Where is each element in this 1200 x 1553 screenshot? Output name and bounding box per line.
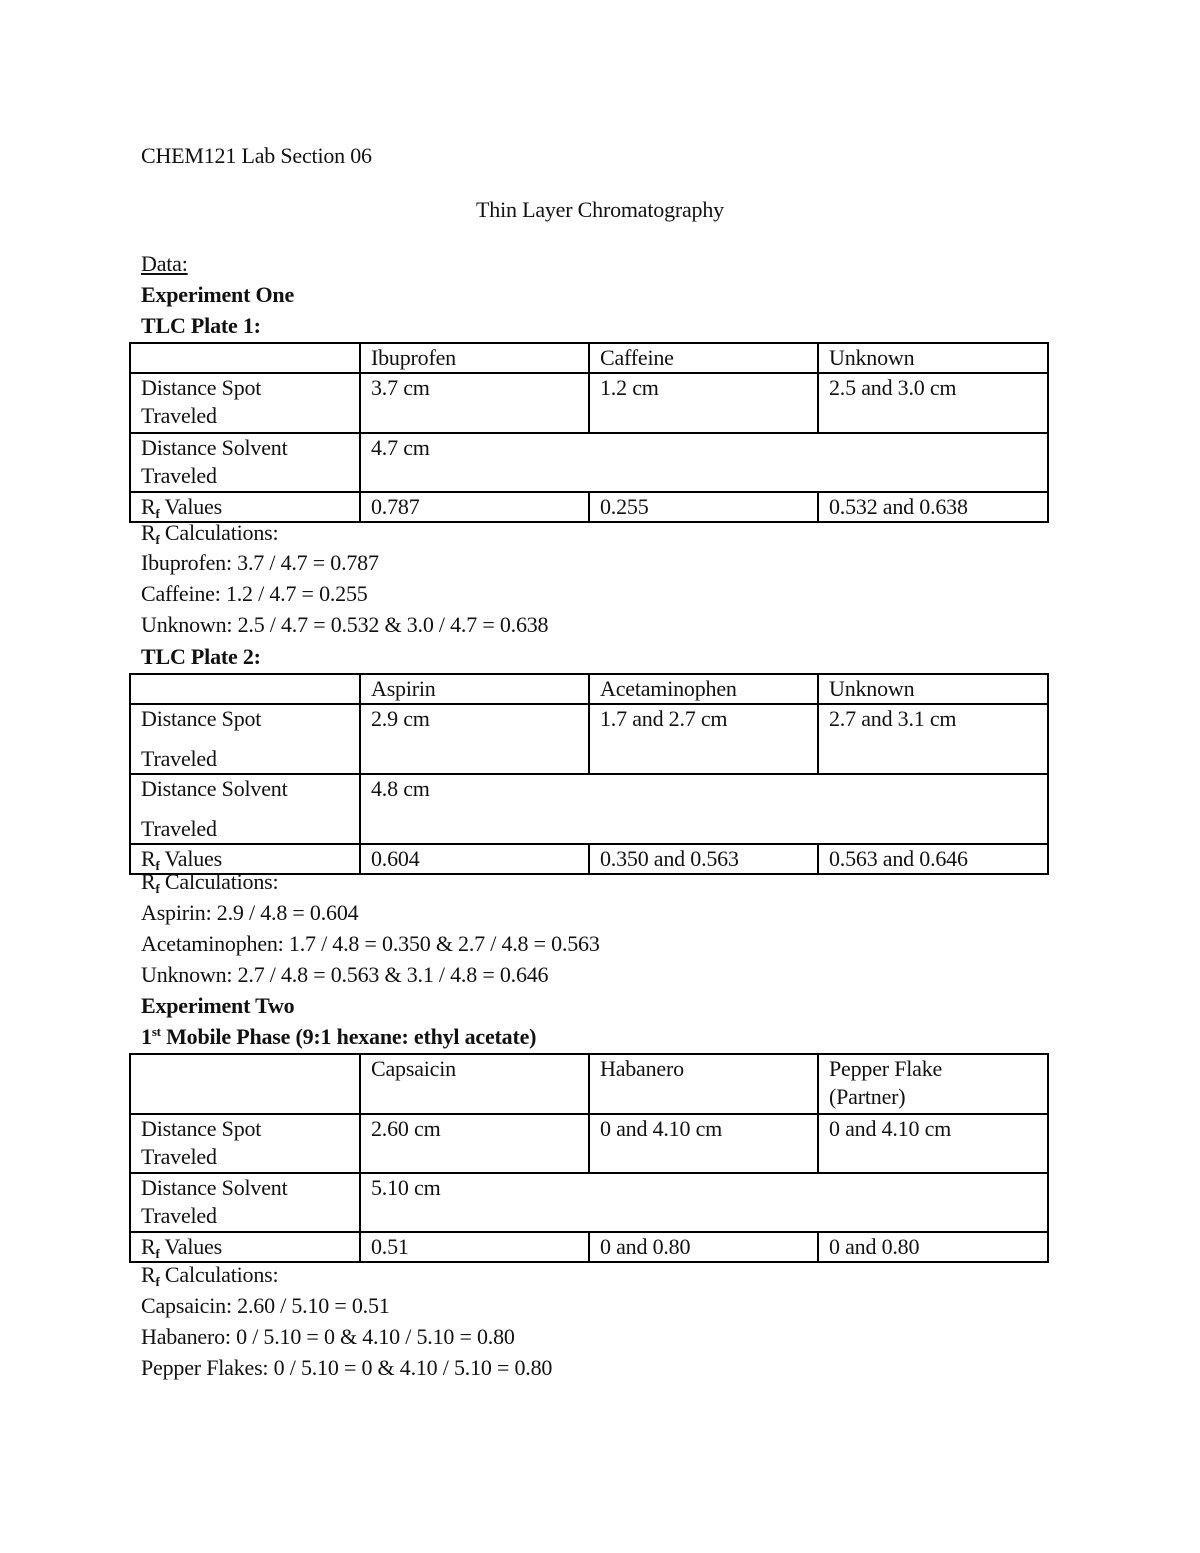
course-header: CHEM121 Lab Section 06 — [141, 143, 372, 168]
column-header — [818, 1054, 1048, 1114]
calculation-line: Aspirin: 2.9 / 4.8 = 0.604 — [141, 900, 359, 925]
table-cell: 0 and 4.10 cm — [589, 1114, 818, 1173]
calc-label-rest: Calculations: — [159, 869, 279, 894]
table-cell: 0.255 — [589, 492, 818, 522]
table-cell: 0.350 and 0.563 — [589, 844, 818, 874]
column-header: Aspirin — [360, 674, 589, 704]
row-label-line: Traveled — [141, 746, 217, 771]
row-label — [130, 1232, 360, 1262]
mobile-phase-heading — [141, 1023, 536, 1051]
table-row — [130, 492, 1048, 522]
document-title: Thin Layer Chromatography — [476, 197, 724, 222]
table-cell: 2.9 cm — [360, 704, 589, 774]
row-label — [130, 704, 360, 774]
calculation-line: Unknown: 2.5 / 4.7 = 0.532 & 3.0 / 4.7 = 0.638 — [141, 612, 549, 637]
table-row — [130, 373, 1048, 433]
tlc-plate-2-table — [129, 673, 1049, 875]
calculation-line: Habanero: 0 / 5.10 = 0 & 4.10 / 5.10 = 0.80 — [141, 1324, 515, 1349]
row-label-line: Traveled — [141, 1144, 217, 1169]
table-cell: 0 and 0.80 — [589, 1232, 818, 1262]
rf-label-rest: Values — [159, 494, 222, 519]
column-header: Acetaminophen — [589, 674, 818, 704]
rf-subscript: f — [155, 1274, 160, 1289]
row-label — [130, 1114, 360, 1173]
heading-number: 1 — [141, 1024, 152, 1049]
rf-r: R — [141, 1262, 156, 1287]
calc-label-rest: Calculations: — [159, 520, 279, 545]
tlc-plate-1-table — [129, 342, 1049, 523]
row-label-line: Traveled — [141, 463, 217, 488]
table-cell: 5.10 cm — [360, 1173, 1048, 1232]
experiment-one-heading: Experiment One — [141, 282, 295, 307]
row-label — [130, 774, 360, 844]
tlc-plate-1-heading: TLC Plate 1: — [141, 313, 261, 338]
calculation-line: Acetaminophen: 1.7 / 4.8 = 0.350 & 2.7 / 4.8 = 0.563 — [141, 931, 600, 956]
column-header: Caffeine — [589, 343, 818, 373]
table-cell: 0.51 — [360, 1232, 589, 1262]
table-row — [130, 1232, 1048, 1262]
mobile-phase-1-table — [129, 1053, 1049, 1263]
rf-calculations-label — [141, 519, 278, 547]
table-cell: 0 and 4.10 cm — [818, 1114, 1048, 1173]
column-header-line: Pepper Flake — [829, 1056, 943, 1081]
column-header-line: (Partner) — [829, 1084, 906, 1109]
rf-subscript: f — [155, 532, 160, 547]
column-header: Unknown — [818, 343, 1048, 373]
row-label — [130, 433, 360, 492]
table-row — [130, 704, 1048, 774]
column-header: Habanero — [589, 1054, 818, 1114]
rf-subscript: f — [155, 881, 160, 896]
heading-text: Mobile Phase (9:1 hexane: ethyl acetate) — [160, 1024, 537, 1049]
table-cell: 0 and 0.80 — [818, 1232, 1048, 1262]
table-cell: 1.7 and 2.7 cm — [589, 704, 818, 774]
row-label-line: Distance Solvent — [141, 776, 288, 801]
table-cell: 1.2 cm — [589, 373, 818, 433]
table-corner-cell — [130, 343, 360, 373]
table-row — [130, 1173, 1048, 1232]
table-cell: 2.7 and 3.1 cm — [818, 704, 1048, 774]
table-cell: 0.787 — [360, 492, 589, 522]
table-row — [130, 1114, 1048, 1173]
rf-r: R — [141, 869, 156, 894]
calculation-line: Unknown: 2.7 / 4.8 = 0.563 & 3.1 / 4.8 = 0.646 — [141, 962, 549, 987]
table-cell: 3.7 cm — [360, 373, 589, 433]
rf-subscript: f — [155, 858, 160, 873]
table-header-row — [130, 1054, 1048, 1114]
rf-r: R — [141, 520, 156, 545]
table-cell: 0.563 and 0.646 — [818, 844, 1048, 874]
calculation-line: Caffeine: 1.2 / 4.7 = 0.255 — [141, 581, 368, 606]
rf-subscript: f — [155, 1246, 160, 1261]
table-cell: 0.604 — [360, 844, 589, 874]
row-label-line: Distance Spot — [141, 1116, 262, 1141]
rf-label-rest: Values — [159, 1234, 222, 1259]
calculation-line: Capsaicin: 2.60 / 5.10 = 0.51 — [141, 1293, 390, 1318]
row-label-line: Distance Solvent — [141, 435, 288, 460]
table-row — [130, 774, 1048, 844]
rf-calculations-label — [141, 868, 278, 896]
row-label-line: Distance Spot — [141, 375, 262, 400]
column-header: Unknown — [818, 674, 1048, 704]
table-corner-cell — [130, 1054, 360, 1114]
calculation-line: Ibuprofen: 3.7 / 4.7 = 0.787 — [141, 550, 379, 575]
table-header-row — [130, 674, 1048, 704]
data-label: Data: — [141, 251, 188, 276]
tlc-plate-2-heading: TLC Plate 2: — [141, 644, 261, 669]
table-header-row — [130, 343, 1048, 373]
row-label — [130, 1173, 360, 1232]
heading-superscript: st — [151, 1024, 161, 1039]
rf-calculations-label — [141, 1261, 278, 1289]
rf-r: R — [141, 1234, 156, 1259]
row-label — [130, 492, 360, 522]
rf-label-rest: Values — [159, 846, 222, 871]
table-cell: 2.5 and 3.0 cm — [818, 373, 1048, 433]
row-label — [130, 373, 360, 433]
column-header: Capsaicin — [360, 1054, 589, 1114]
rf-r: R — [141, 846, 156, 871]
table-cell: 2.60 cm — [360, 1114, 589, 1173]
column-header: Ibuprofen — [360, 343, 589, 373]
calculation-line: Pepper Flakes: 0 / 5.10 = 0 & 4.10 / 5.10 = 0.80 — [141, 1355, 553, 1380]
table-cell: 0.532 and 0.638 — [818, 492, 1048, 522]
row-label-line: Traveled — [141, 403, 217, 428]
calc-label-rest: Calculations: — [159, 1262, 279, 1287]
row-label-line: Distance Solvent — [141, 1175, 288, 1200]
table-corner-cell — [130, 674, 360, 704]
rf-r: R — [141, 494, 156, 519]
table-row — [130, 433, 1048, 492]
experiment-two-heading: Experiment Two — [141, 993, 295, 1018]
rf-subscript: f — [155, 506, 160, 521]
row-label-line: Traveled — [141, 1203, 217, 1228]
row-label-line: Distance Spot — [141, 706, 262, 731]
row-label-line: Traveled — [141, 816, 217, 841]
table-cell: 4.8 cm — [360, 774, 1048, 844]
table-cell: 4.7 cm — [360, 433, 1048, 492]
